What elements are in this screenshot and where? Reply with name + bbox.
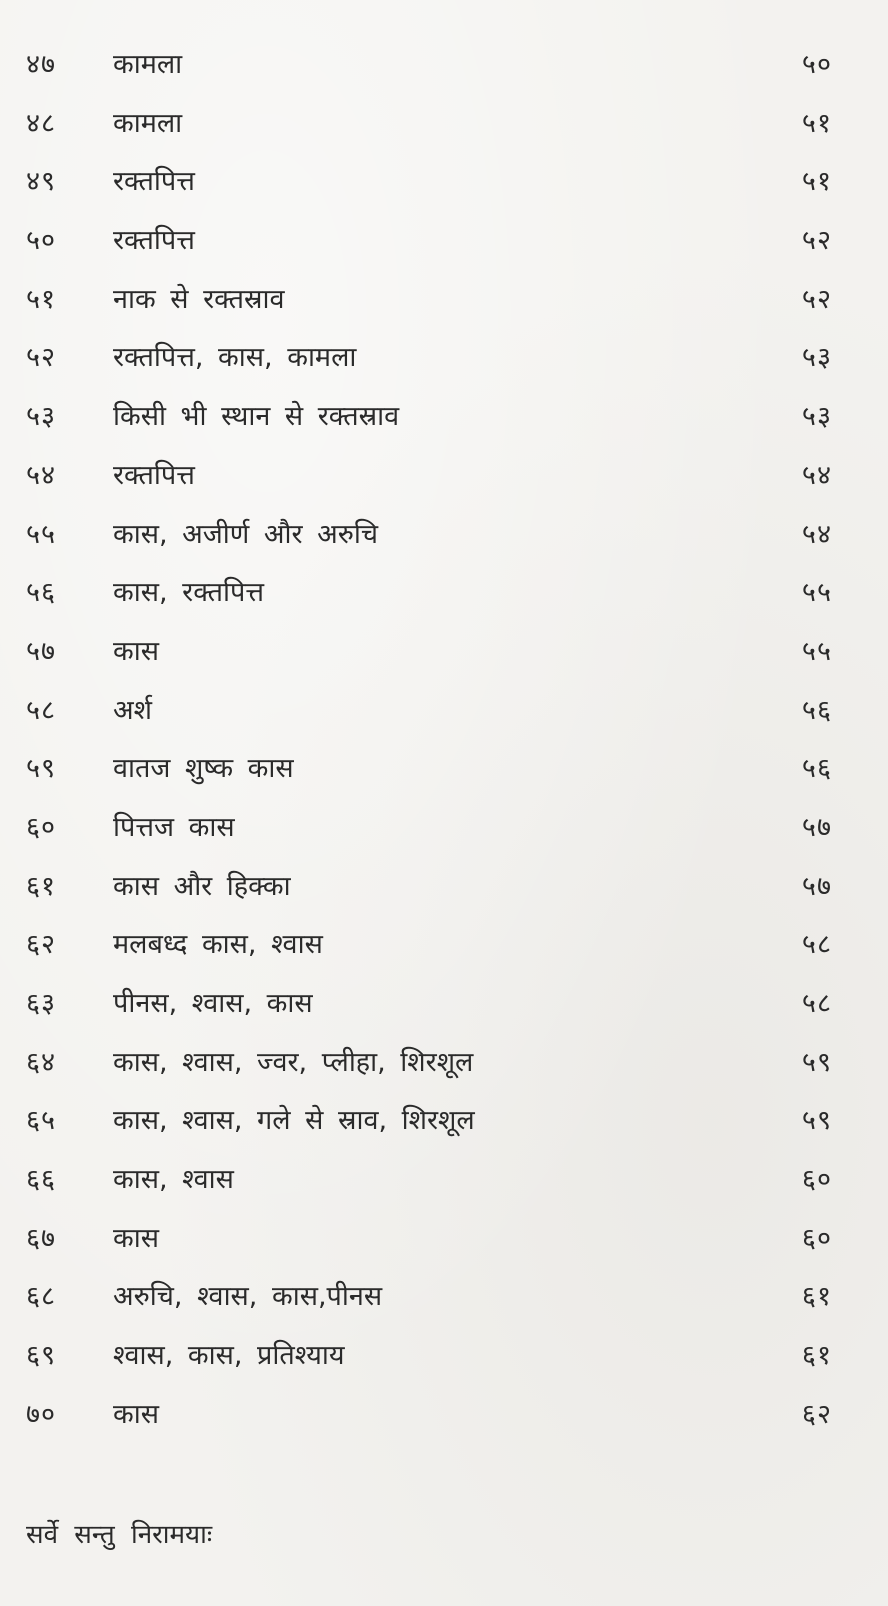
entry-number: ४७	[26, 49, 57, 80]
entry-page-number: ५६	[801, 694, 832, 726]
entry-page-number: ५७	[801, 870, 832, 902]
entry-title: कास	[113, 635, 159, 667]
toc-entry	[0, 95, 888, 154]
entry-page-number: ५८	[801, 929, 832, 961]
entry-number: ५०	[26, 225, 57, 257]
entry-title: नाक से रक्तस्राव	[113, 283, 285, 315]
entry-title: रक्तपित्त	[113, 459, 195, 491]
toc-entry	[0, 153, 888, 212]
entry-number: ६३	[26, 988, 57, 1019]
entry-title: अरुचि, श्वास, कास,पीनस	[113, 1281, 383, 1313]
entry-number: ६२	[26, 929, 57, 961]
toc-entry	[0, 623, 888, 682]
entry-title: कामला	[113, 107, 183, 139]
toc-entry	[0, 1327, 888, 1386]
entry-number: ६८	[26, 1281, 57, 1313]
entry-page-number: ५६	[801, 753, 832, 785]
toc-entry	[0, 564, 888, 623]
entry-number: ६५	[26, 1105, 57, 1137]
entry-page-number: ६०	[801, 1222, 832, 1254]
entry-number: ६४	[26, 1046, 57, 1078]
entry-page-number: ६२	[801, 1398, 832, 1430]
entry-page-number: ५२	[801, 225, 832, 257]
entry-number: ६१	[26, 870, 57, 902]
entry-title: किसी भी स्थान से रक्तस्राव	[113, 401, 400, 433]
entry-page-number: ५४	[801, 518, 832, 550]
toc-entry	[0, 1268, 888, 1327]
entry-page-number: ५७	[801, 811, 832, 843]
toc-entry	[0, 388, 888, 447]
entry-number: ७०	[26, 1398, 57, 1430]
entry-number: ५४	[26, 459, 57, 491]
entry-page-number: ५५	[801, 577, 832, 609]
toc-entry	[0, 271, 888, 330]
entry-page-number: ५५	[801, 635, 832, 667]
entry-number: ६९	[26, 1340, 57, 1372]
entry-number: ५३	[26, 401, 57, 433]
entry-title: रक्तपित्त	[113, 225, 195, 257]
entry-page-number: ५३	[801, 401, 832, 433]
entry-page-number: ५३	[801, 342, 832, 374]
entry-page-number: ५८	[801, 988, 832, 1019]
entry-number: ५१	[26, 283, 57, 315]
entry-title: पीनस, श्वास, कास	[113, 988, 313, 1019]
entry-title: पित्तज कास	[113, 811, 235, 843]
toc-entry	[0, 682, 888, 741]
entry-title: वातज शुष्क कास	[113, 753, 294, 785]
toc-entry	[0, 36, 888, 95]
entry-title: कास, श्वास, गले से स्राव, शिरशूल	[113, 1105, 475, 1137]
entry-page-number: ६०	[801, 1164, 832, 1196]
entry-page-number: ६१	[801, 1340, 832, 1372]
entry-number: ५५	[26, 518, 57, 550]
entry-title: कास, श्वास, ज्वर, प्लीहा, शिरशूल	[113, 1046, 474, 1078]
entry-title: कास	[113, 1222, 159, 1254]
entry-title: कास, श्वास	[113, 1164, 234, 1196]
entry-title: रक्तपित्त, कास, कामला	[113, 342, 357, 374]
toc-entry	[0, 1092, 888, 1151]
entry-number: ५२	[26, 342, 57, 374]
entry-page-number: ५२	[801, 283, 832, 315]
entry-page-number: ६१	[801, 1281, 832, 1313]
entry-page-number: ५४	[801, 459, 832, 491]
entry-number: ५८	[26, 694, 57, 726]
toc-entry	[0, 447, 888, 506]
toc-entry	[0, 1210, 888, 1269]
entry-number: ५६	[26, 577, 57, 609]
toc-entry	[0, 212, 888, 271]
toc-entry	[0, 1386, 888, 1445]
closing-verse: सर्वे सन्तु निरामयाः	[26, 1520, 213, 1550]
entry-number: ४८	[26, 107, 57, 139]
entry-page-number: ५१	[801, 107, 832, 139]
entry-title: कास, रक्तपित्त	[113, 577, 265, 609]
toc-entry	[0, 329, 888, 388]
entry-number: ५९	[26, 753, 57, 785]
toc-entry	[0, 916, 888, 975]
entry-page-number: ५९	[801, 1105, 832, 1137]
entry-number: ४९	[26, 166, 57, 198]
toc-entry	[0, 858, 888, 917]
entry-number: ६६	[26, 1164, 57, 1196]
entry-title: कास, अजीर्ण और अरुचि	[113, 518, 379, 550]
toc-entry	[0, 1151, 888, 1210]
entry-page-number: ५०	[801, 49, 832, 80]
entry-title: कामला	[113, 49, 183, 80]
entry-page-number: ५९	[801, 1046, 832, 1078]
entry-page-number: ५१	[801, 166, 832, 198]
entry-title: कास	[113, 1398, 159, 1430]
table-of-contents	[0, 36, 888, 1445]
entry-number: ६७	[26, 1222, 57, 1254]
entry-title: रक्तपित्त	[113, 166, 195, 198]
toc-entry	[0, 506, 888, 565]
toc-entry	[0, 740, 888, 799]
entry-title: कास और हिक्का	[113, 870, 291, 902]
entry-number: ६०	[26, 811, 57, 843]
entry-title: अर्श	[113, 694, 152, 726]
toc-entry	[0, 1034, 888, 1093]
toc-entry	[0, 975, 888, 1034]
entry-number: ५७	[26, 635, 57, 667]
toc-entry	[0, 799, 888, 858]
entry-title: श्वास, कास, प्रतिश्याय	[113, 1340, 345, 1372]
entry-title: मलबध्द कास, श्वास	[113, 929, 323, 961]
